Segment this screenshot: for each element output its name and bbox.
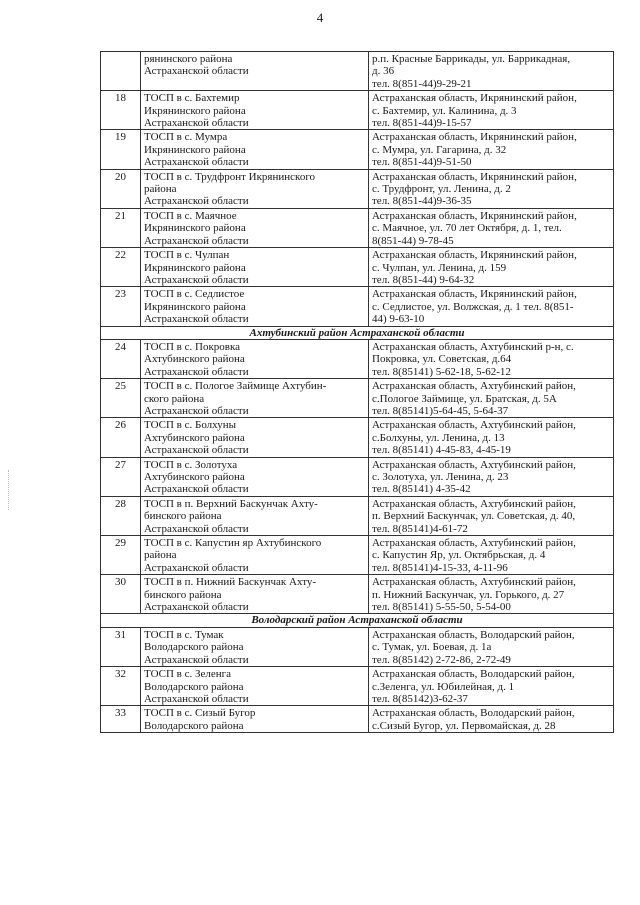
office-name: ТОСП в с. Пологое Займище Ахтубин- ского района Астраханской области: [141, 379, 369, 418]
office-address: Астраханская область, Ахтубинский район, с. Капустин Яр, ул. Октябрьская, д. 4 тел. 8(85141)4-15-33, 4-11-96: [369, 536, 614, 575]
table-row: [101, 627, 614, 666]
table-row: [101, 496, 614, 535]
office-name: ТОСП в с. Мумра Икрянинского района Астраханской области: [141, 130, 369, 169]
table-row: [101, 52, 614, 91]
row-number: 20: [101, 169, 141, 208]
row-number: 28: [101, 496, 141, 535]
row-number: 23: [101, 287, 141, 326]
table-row: [101, 91, 614, 130]
office-address: Астраханская область, Ахтубинский район, п. Верхний Баскунчак, ул. Советская, д. 40, тел. 8(85141)4-61-72: [369, 496, 614, 535]
offices-table: [100, 51, 614, 733]
table-row: [101, 248, 614, 287]
row-number: 31: [101, 627, 141, 666]
office-address: Астраханская область, Икрянинский район, с. Чулпан, ул. Ленина, д. 159 тел. 8(851-44) 9-64-32: [369, 248, 614, 287]
table-row: [101, 208, 614, 247]
row-number: 25: [101, 379, 141, 418]
row-number: 32: [101, 667, 141, 706]
table-row: [101, 457, 614, 496]
office-name: ТОСП в с. Чулпан Икрянинского района Астраханской области: [141, 248, 369, 287]
row-number: 22: [101, 248, 141, 287]
row-number: 21: [101, 208, 141, 247]
row-number: 26: [101, 418, 141, 457]
office-name: ТОСП в с. Седлистое Икрянинского района Астраханской области: [141, 287, 369, 326]
office-address: Астраханская область, Ахтубинский район, с.Болхуны, ул. Ленина, д. 13 тел. 8(85141) 4-45-83, 4-45-19: [369, 418, 614, 457]
row-number: 27: [101, 457, 141, 496]
table-row: [101, 379, 614, 418]
table-row: [101, 575, 614, 614]
office-name: ТОСП в п. Нижний Баскунчак Ахту- бинского района Астраханской области: [141, 575, 369, 614]
office-address: Астраханская область, Ахтубинский р-н, с. Покровка, ул. Советская, д.64 тел. 8(85141) 5-62-18, 5-62-12: [369, 339, 614, 378]
page-number: 4: [316, 10, 324, 25]
office-address: Астраханская область, Володарский район, с. Тумак, ул. Боевая, д. 1а тел. 8(85142) 2-72-86, 2-72-49: [369, 627, 614, 666]
office-address: Астраханская область, Икрянинский район, с. Мумра, ул. Гагарина, д. 32 тел. 8(851-44)9-51-50: [369, 130, 614, 169]
office-name: рянинского района Астраханской области: [141, 52, 369, 91]
section-header-row: [101, 326, 614, 339]
table-row: [101, 418, 614, 457]
office-name: ТОСП в с. Зеленга Володарского района Астраханской области: [141, 667, 369, 706]
office-name: ТОСП в с. Болхуны Ахтубинского района Астраханской области: [141, 418, 369, 457]
row-number: 24: [101, 339, 141, 378]
office-address: Астраханская область, Икрянинский район, с. Трудфронт, ул. Ленина, д. 2 тел. 8(851-44)9-36-35: [369, 169, 614, 208]
office-address: Астраханская область, Икрянинский район, с. Бахтемир, ул. Калинина, д. 3 тел. 8(851-44)9-15-57: [369, 91, 614, 130]
office-name: ТОСП в с. Тумак Володарского района Астраханской области: [141, 627, 369, 666]
row-number: 29: [101, 536, 141, 575]
office-address: Астраханская область, Володарский район, с.Сизый Бугор, ул. Первомайская, д. 28: [369, 706, 614, 733]
row-number: 30: [101, 575, 141, 614]
office-name: ТОСП в с. Золотуха Ахтубинского района Астраханской области: [141, 457, 369, 496]
office-name: ТОСП в с. Бахтемир Икрянинского района Астраханской области: [141, 91, 369, 130]
section-title: Ахтубинский район Астраханской области: [101, 326, 614, 339]
table-row: [101, 706, 614, 733]
office-name: ТОСП в с. Маячное Икрянинского района Астраханской области: [141, 208, 369, 247]
row-number: 18: [101, 91, 141, 130]
office-address: Астраханская область, Икрянинский район, с. Маячное, ул. 70 лет Октября, д. 1, тел. 8(851-44) 9-78-45: [369, 208, 614, 247]
office-name: ТОСП в с. Сизый Бугор Володарского района: [141, 706, 369, 733]
table-row: [101, 667, 614, 706]
office-address: Астраханская область, Ахтубинский район, с. Золотуха, ул. Ленина, д. 23 тел. 8(85141) 4-35-42: [369, 457, 614, 496]
section-header-row: [101, 614, 614, 627]
table-row: [101, 536, 614, 575]
table-row: [101, 130, 614, 169]
row-number: 33: [101, 706, 141, 733]
office-name: ТОСП в с. Покровка Ахтубинского района Астраханской области: [141, 339, 369, 378]
office-name: ТОСП в с. Капустин яр Ахтубинского района Астраханской области: [141, 536, 369, 575]
office-name: ТОСП в с. Трудфронт Икрянинского района Астраханской области: [141, 169, 369, 208]
row-number: [101, 52, 141, 91]
office-address: Астраханская область, Ахтубинский район, п. Нижний Баскунчак, ул. Горького, д. 27 тел. 8(85141) 5-55-50, 5-54-00: [369, 575, 614, 614]
office-address: Астраханская область, Икрянинский район, с. Седлистое, ул. Волжская, д. 1 тел. 8(851- 44) 9-63-10: [369, 287, 614, 326]
row-number: 19: [101, 130, 141, 169]
table-row: [101, 339, 614, 378]
office-address: р.п. Красные Баррикады, ул. Баррикадная, д. 36 тел. 8(851-44)9-29-21: [369, 52, 614, 91]
offices-table-body: [101, 52, 614, 733]
table-row: [101, 169, 614, 208]
section-title: Володарский район Астраханской области: [101, 614, 614, 627]
office-address: Астраханская область, Володарский район, с.Зеленга, ул. Юбилейная, д. 1 тел. 8(85142)3-62-37: [369, 667, 614, 706]
office-name: ТОСП в п. Верхний Баскунчак Ахту- бинского района Астраханской области: [141, 496, 369, 535]
office-address: Астраханская область, Ахтубинский район, с.Пологое Займище, ул. Братская, д. 5А тел. 8(85141)5-64-45, 5-64-37: [369, 379, 614, 418]
scan-margin-mark: [8, 470, 10, 510]
table-row: [101, 287, 614, 326]
